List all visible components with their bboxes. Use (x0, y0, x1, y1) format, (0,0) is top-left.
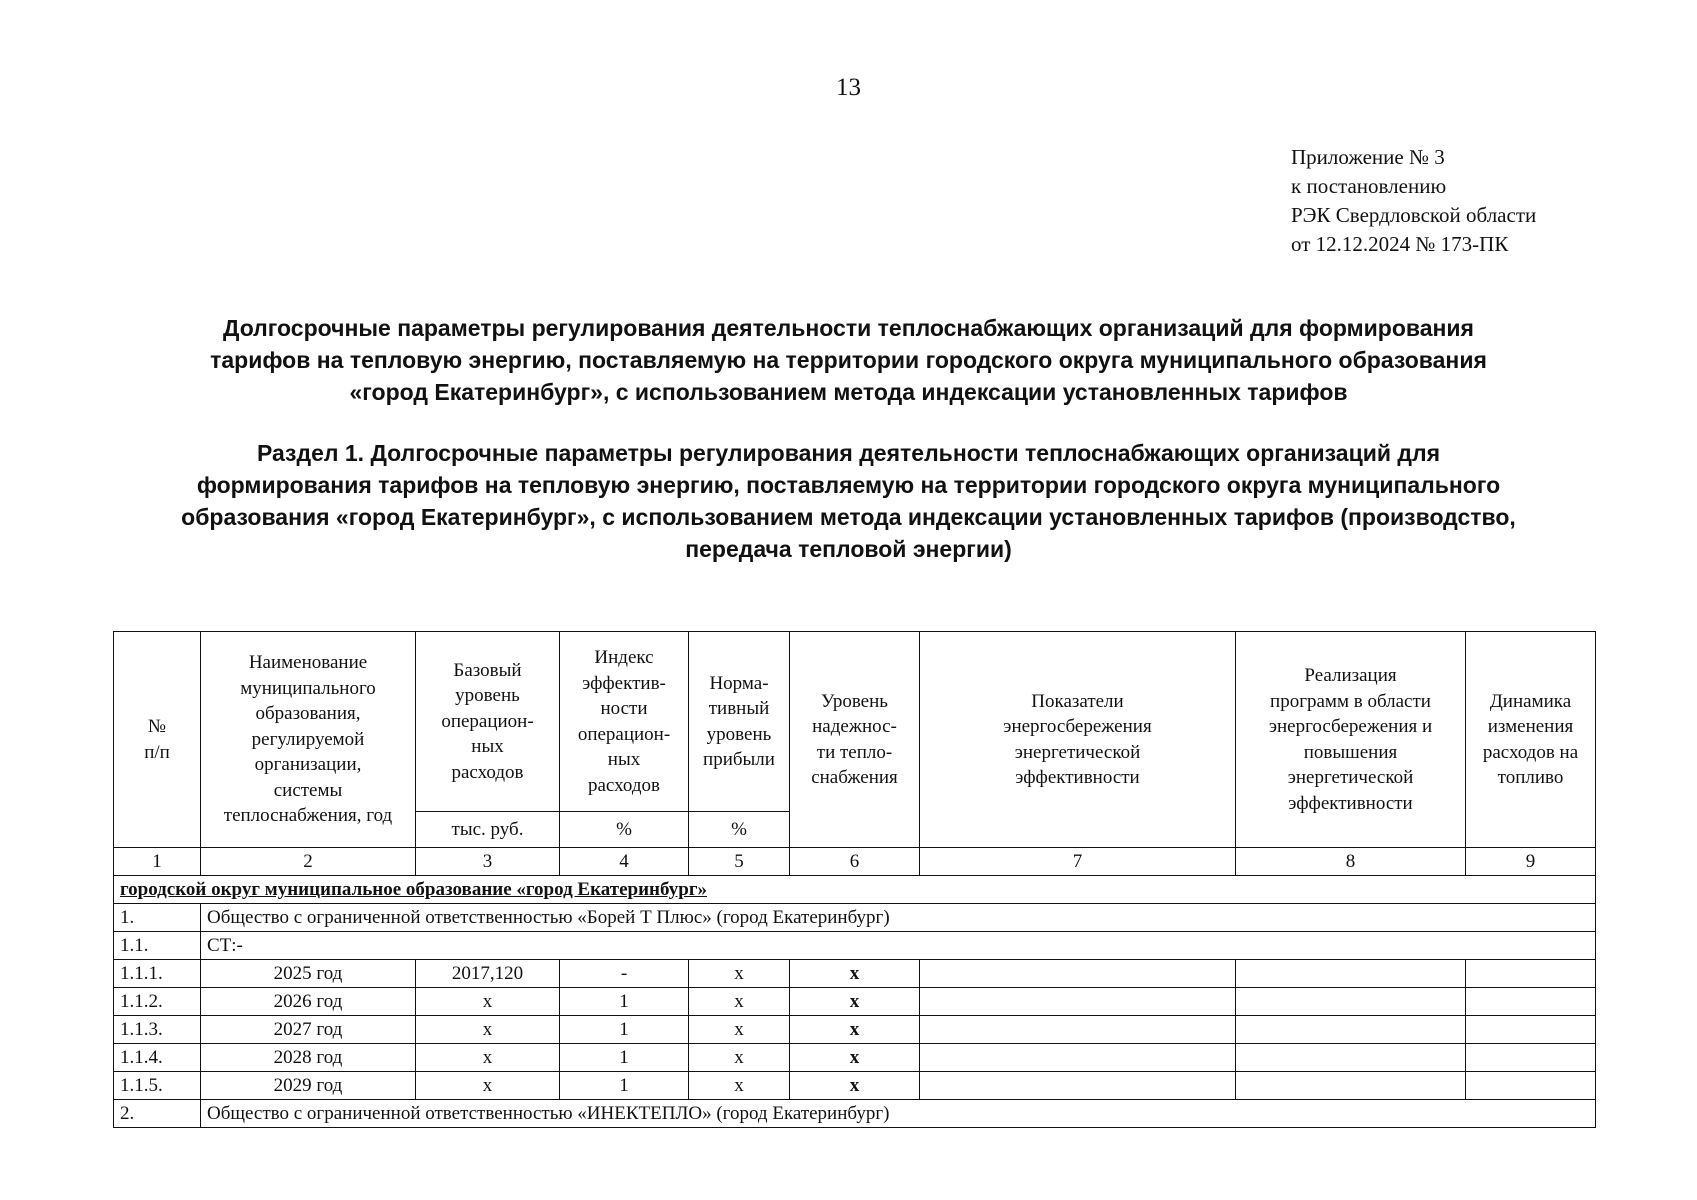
profit-level-cell: x (689, 988, 790, 1016)
system-name: СТ:- (201, 932, 1596, 960)
header-cell-profit-level (689, 632, 790, 812)
document-title (100, 312, 1597, 408)
header-text: п/п (144, 741, 170, 763)
row-number: 1.1.1. (114, 960, 201, 988)
appendix-block (1291, 143, 1536, 259)
header-text: Индекс (594, 647, 654, 668)
energy-saving-cell (920, 1072, 1236, 1100)
row-number: 1.1.5. (114, 1072, 201, 1100)
programs-cell (1236, 1072, 1466, 1100)
header-text: энергетической (1287, 767, 1414, 788)
organization-row (114, 1100, 1596, 1128)
header-cell-efficiency-index (560, 632, 689, 812)
header-cell-base-costs (416, 632, 560, 812)
header-text: операцион- (577, 723, 671, 745)
header-cell-reliability (790, 632, 920, 848)
header-text: повышения (1303, 741, 1398, 763)
programs-cell (1236, 988, 1466, 1016)
row-number: 2. (114, 1100, 201, 1128)
year-cell: 2029 год (201, 1072, 416, 1100)
year-cell: 2026 год (201, 988, 416, 1016)
appendix-line: к постановлению (1291, 174, 1447, 198)
fuel-dynamics-cell (1466, 988, 1596, 1016)
header-cell-num (114, 632, 201, 848)
header-text: энергосбережения и (1268, 716, 1433, 737)
reliability-cell: x (790, 988, 920, 1016)
system-row (114, 932, 1596, 960)
row-number: 1.1. (114, 932, 201, 960)
year-row (114, 960, 1596, 988)
programs-cell (1236, 1044, 1466, 1072)
reliability-cell: x (790, 1044, 920, 1072)
parameters-table (113, 631, 1596, 1128)
header-text: Наименование (248, 652, 368, 674)
appendix-line: РЭК Свердловской области (1291, 203, 1537, 227)
header-cell-name (201, 632, 416, 848)
base-costs-cell: x (416, 1072, 560, 1100)
header-text: топливо (1497, 767, 1564, 788)
reliability-cell: x (790, 1072, 920, 1100)
year-row (114, 1072, 1596, 1100)
fuel-dynamics-cell (1466, 1016, 1596, 1044)
header-cell-programs (1236, 632, 1466, 848)
base-costs-cell: x (416, 1044, 560, 1072)
header-text: расходов на (1482, 741, 1579, 763)
header-text: эффективности (1015, 767, 1140, 788)
header-row (114, 632, 1596, 812)
header-text: тивный (708, 698, 770, 719)
energy-saving-cell (920, 988, 1236, 1016)
row-number: 1. (114, 904, 201, 932)
column-number: 8 (1236, 848, 1466, 876)
organization-name: Общество с ограниченной ответственностью «Борей Т Плюс» (город Екатеринбург) (201, 904, 1596, 932)
header-text: муниципального (240, 677, 376, 699)
header-text: снабжения (811, 767, 898, 788)
column-number: 6 (790, 848, 920, 876)
column-number: 1 (114, 848, 201, 876)
header-text: Показатели (1031, 690, 1124, 712)
year-row (114, 1016, 1596, 1044)
title-line: Долгосрочные параметры регулирования деятельности теплоснабжающих организаций для формирования (223, 315, 1474, 341)
profit-level-cell: x (689, 1016, 790, 1044)
year-row (114, 1044, 1596, 1072)
reliability-cell: x (790, 1016, 920, 1044)
header-cell-fuel-dynamics (1466, 632, 1596, 848)
programs-cell (1236, 1016, 1466, 1044)
header-text: системы (273, 779, 343, 801)
section-row (114, 876, 1596, 904)
efficiency-index-cell: - (560, 960, 689, 988)
efficiency-index-cell: 1 (560, 1016, 689, 1044)
column-number: 9 (1466, 848, 1596, 876)
year-row (114, 988, 1596, 1016)
base-costs-cell: x (416, 1016, 560, 1044)
column-number: 7 (920, 848, 1236, 876)
unit-cell: тыс. руб. (416, 812, 560, 848)
header-text: энергосбережения (1003, 716, 1152, 737)
title-line: тарифов на тепловую энергию, поставляемую на территории городского округа муниципального образования (210, 347, 1487, 373)
column-number: 3 (416, 848, 560, 876)
header-text: энергетической (1014, 741, 1141, 763)
header-cell-energy-saving (920, 632, 1236, 848)
year-cell: 2025 год (201, 960, 416, 988)
section-title-line: передача тепловой энергии) (685, 536, 1012, 562)
unit-cell: % (689, 812, 790, 848)
organization-row (114, 904, 1596, 932)
energy-saving-cell (920, 960, 1236, 988)
energy-saving-cell (920, 1016, 1236, 1044)
header-text: прибыли (703, 749, 775, 770)
year-cell: 2028 год (201, 1044, 416, 1072)
header-text: № (147, 716, 167, 737)
header-text: Динамика (1489, 690, 1572, 712)
header-text: уровень (706, 723, 772, 745)
column-number: 2 (201, 848, 416, 876)
header-text: изменения (1487, 716, 1574, 737)
reliability-cell: x (790, 960, 920, 988)
header-text: эффективности (1288, 792, 1413, 814)
header-text: операцион- (441, 710, 534, 732)
section-title-line: образования «город Екатеринбург», с использованием метода индексации установленных тарифов (производство, (181, 504, 1516, 530)
section-title (100, 437, 1597, 565)
row-number: 1.1.4. (114, 1044, 201, 1072)
header-text: Норма- (709, 672, 769, 694)
organization-name: Общество с ограниченной ответственностью «ИНЕКТЕПЛО» (город Екатеринбург) (201, 1100, 1596, 1128)
header-text: ных (471, 736, 504, 758)
programs-cell (1236, 960, 1466, 988)
header-text: надежнос- (812, 716, 897, 737)
year-cell: 2027 год (201, 1016, 416, 1044)
row-number: 1.1.3. (114, 1016, 201, 1044)
fuel-dynamics-cell (1466, 1072, 1596, 1100)
header-text: Базовый (453, 659, 522, 681)
column-numbers-row (114, 848, 1596, 876)
header-text: ности (600, 698, 648, 719)
profit-level-cell: x (689, 1044, 790, 1072)
header-text: организации, (254, 754, 362, 776)
header-text: Реализация (1304, 665, 1397, 686)
section-heading-cell: городской округ муниципальное образование «город Екатеринбург» (114, 876, 1596, 904)
header-text: расходов (451, 761, 524, 783)
efficiency-index-cell: 1 (560, 1072, 689, 1100)
appendix-line: от 12.12.2024 № 173-ПК (1291, 232, 1509, 256)
section-title-line: формирования тарифов на тепловую энергию, поставляемую на территории городского округа муниципального (196, 472, 1501, 498)
header-text: ти тепло- (816, 741, 893, 763)
fuel-dynamics-cell (1466, 1044, 1596, 1072)
appendix-line: Приложение № 3 (1291, 145, 1445, 169)
column-number: 4 (560, 848, 689, 876)
header-text: Уровень (821, 690, 888, 712)
header-text: теплоснабжения, год (223, 805, 393, 827)
header-text: ных (607, 749, 641, 770)
header-text: образования, (255, 703, 361, 725)
base-costs-cell: 2017,120 (416, 960, 560, 988)
row-number: 1.1.2. (114, 988, 201, 1016)
column-number: 5 (689, 848, 790, 876)
energy-saving-cell (920, 1044, 1236, 1072)
page-number: 13 (836, 74, 861, 101)
unit-cell: % (560, 812, 689, 848)
fuel-dynamics-cell (1466, 960, 1596, 988)
base-costs-cell: x (416, 988, 560, 1016)
profit-level-cell: x (689, 1072, 790, 1100)
title-line: «город Екатеринбург», с использованием метода индексации установленных тарифов (349, 379, 1348, 405)
efficiency-index-cell: 1 (560, 1044, 689, 1072)
header-text: расходов (588, 774, 660, 796)
header-text: эффектив- (582, 672, 666, 694)
profit-level-cell: x (689, 960, 790, 988)
efficiency-index-cell: 1 (560, 988, 689, 1016)
section-title-line: Раздел 1. Долгосрочные параметры регулирования деятельности теплоснабжающих организаций для (256, 440, 1441, 466)
header-text: уровень (455, 685, 520, 707)
header-text: программ в области (1270, 690, 1431, 712)
header-text: регулируемой (251, 728, 365, 750)
